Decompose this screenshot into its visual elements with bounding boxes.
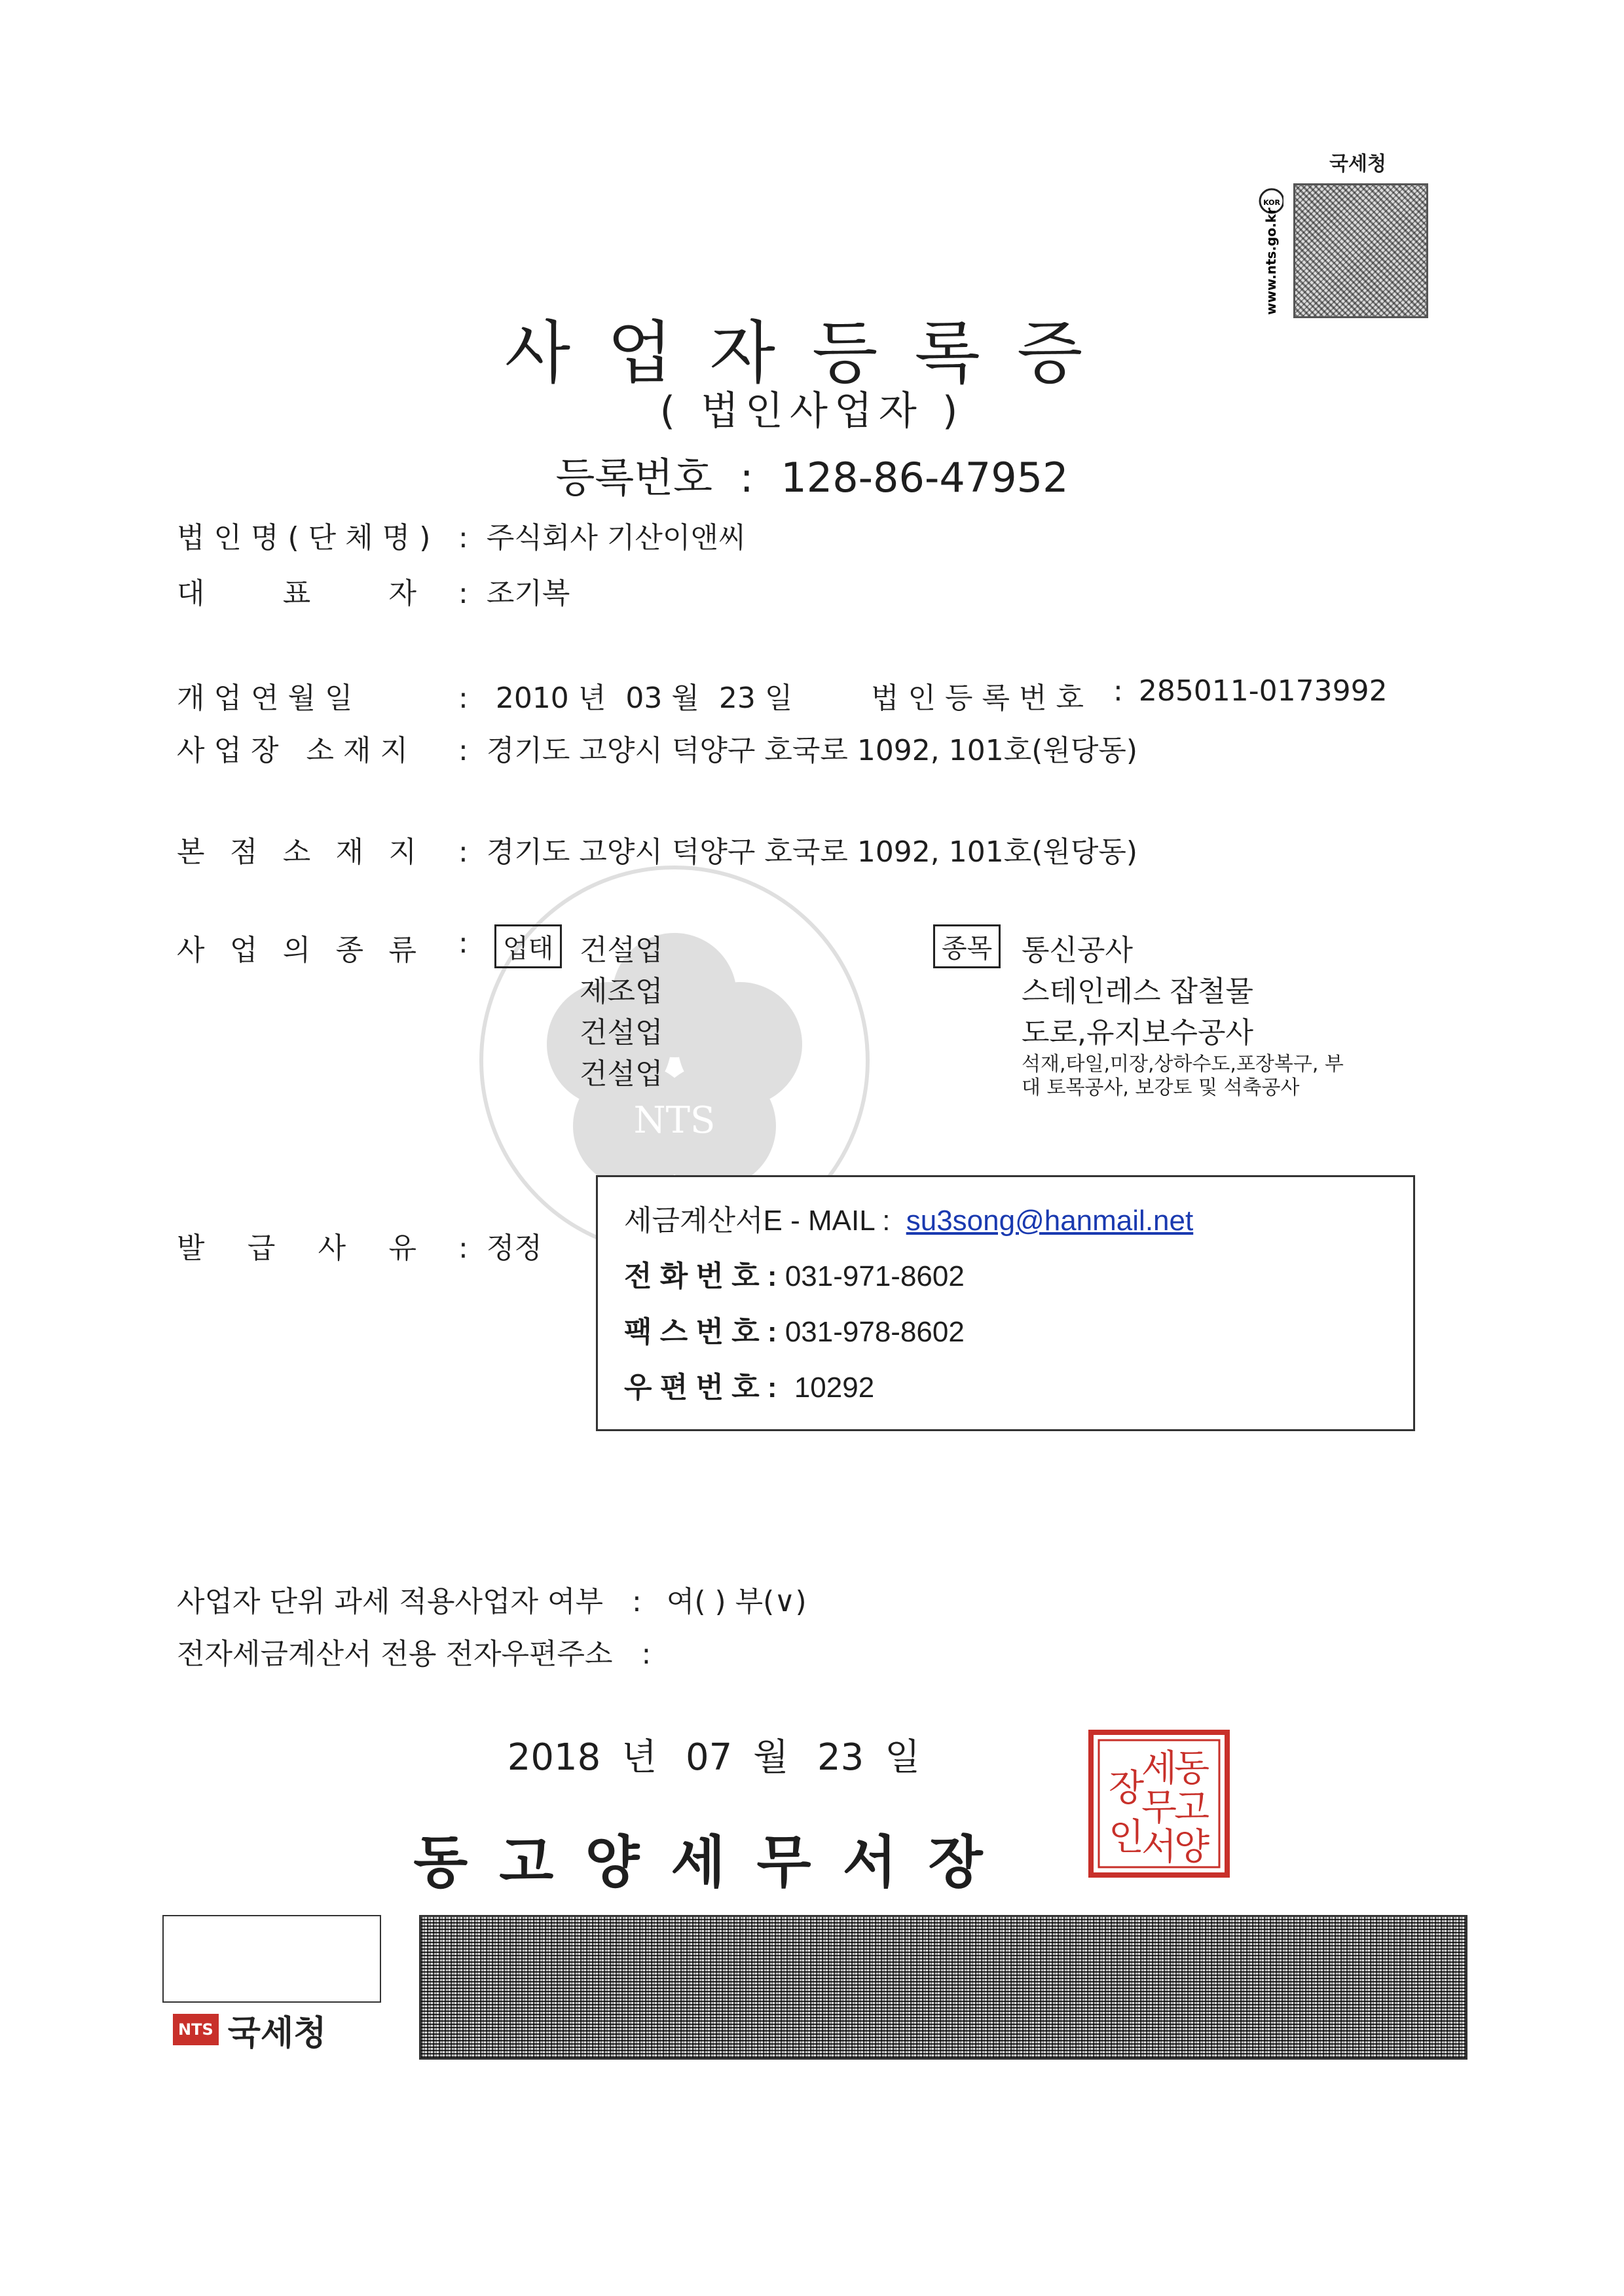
item-2: 스테인레스 잡철물 <box>1022 975 1254 1008</box>
phone-value: 031-971-8602 <box>784 1260 965 1292</box>
unit-tax-label: 사업자 단위 과세 적용사업자 여부 <box>177 1585 603 1618</box>
representative-label: 대 표 자 <box>177 577 426 610</box>
svg-text:서: 서 <box>1141 1826 1177 1868</box>
postal-value: 10292 <box>794 1372 875 1404</box>
nts-footer-logo <box>173 2003 326 2056</box>
svg-text:인: 인 <box>1108 1816 1145 1859</box>
svg-text:동: 동 <box>1173 1747 1210 1790</box>
qr-agency-label: 국세청 <box>1329 153 1386 175</box>
category-3: 건설업 <box>580 1016 663 1049</box>
phone-label: 전 화 번 호 : <box>624 1260 777 1292</box>
site-url-text: www.nts.go.kr <box>1263 208 1279 315</box>
item-4: 석재,타일,미장,상하수도,포장복구, 부 <box>1022 1053 1344 1076</box>
kor-badge-text: KOR <box>1263 198 1280 207</box>
head-office-label: 본 점 소 재 지 <box>177 835 426 869</box>
issue-reason-value-group: : 정정 <box>458 1231 542 1265</box>
svg-text:고: 고 <box>1173 1787 1210 1829</box>
corp-name-value: 주식회사 기산이앤씨 <box>486 521 747 555</box>
representative-value-group: : 조기복 <box>458 577 570 610</box>
qr-verification-block <box>1257 147 1428 318</box>
corp-reg-no-label: 법인등록번호 <box>871 682 1094 715</box>
issue-reason-value: 정정 <box>486 1231 542 1265</box>
tax-office-name: 동고양세무서장 <box>413 1830 1014 1895</box>
e-invoice-label: 전자세금계산서 전용 전자우편주소 <box>177 1637 613 1671</box>
blank-signature-box <box>162 1915 381 2003</box>
email-row <box>624 1197 1193 1239</box>
phone-row <box>624 1252 965 1294</box>
business-address-value-group: : 경기도 고양시 덕양구 호국로 1092, 101호(원당동) <box>458 734 1138 767</box>
e-invoice-row: 전자세금계산서 전용 전자우편주소 : <box>177 1637 652 1671</box>
opening-date-value: : 2010 년 03 월 23 일 <box>458 682 793 715</box>
watermark-text: NTS <box>633 1099 716 1142</box>
fax-label: 팩 스 번 호 : <box>624 1316 777 1348</box>
corp-reg-no-value: 285011-0173992 <box>1138 674 1388 708</box>
issue-reason-label: 발 급 사 유 <box>177 1231 426 1265</box>
official-seal-icon <box>1087 1728 1231 1879</box>
svg-text:양: 양 <box>1173 1826 1210 1868</box>
category-tag: 업태 <box>494 924 562 968</box>
unit-tax-value: 여( ) 부(∨) <box>666 1585 807 1618</box>
business-address-label: 사업장 소재지 <box>177 734 418 767</box>
category-4: 건설업 <box>580 1057 663 1091</box>
representative-value: 조기복 <box>486 577 570 610</box>
category-2: 제조업 <box>580 975 663 1008</box>
postal-row <box>624 1364 874 1406</box>
corp-reg-no-value-group: : 285011-0173992 <box>1113 674 1388 708</box>
svg-text:무: 무 <box>1141 1787 1177 1829</box>
head-office-value-group: : 경기도 고양시 덕양구 호국로 1092, 101호(원당동) <box>458 835 1138 869</box>
security-barcode-image <box>419 1915 1467 2060</box>
category-1: 건설업 <box>580 934 663 967</box>
email-link[interactable]: su3song@hanmail.net <box>906 1205 1194 1237</box>
svg-text:장: 장 <box>1108 1767 1145 1810</box>
registration-number-line <box>0 445 1624 503</box>
issue-date: 2018 년 07 월 23 일 <box>507 1736 921 1779</box>
corp-name-value-group: : 주식회사 기산이앤씨 <box>458 521 747 555</box>
nts-badge-icon: NTS <box>173 2014 219 2045</box>
corp-name-row <box>177 514 439 556</box>
item-1: 통신공사 <box>1022 934 1134 967</box>
unit-tax-row: 사업자 단위 과세 적용사업자 여부 : 여( ) 부(∨) <box>177 1585 807 1618</box>
registration-number: 128-86-47952 <box>781 454 1069 501</box>
postal-label: 우 편 번 호 : <box>624 1372 777 1404</box>
contact-info-box <box>596 1175 1415 1431</box>
business-type-separator: : <box>458 926 468 960</box>
registration-label: 등록번호 <box>555 454 713 501</box>
email-label: 세금계산서E - MAIL : <box>624 1205 891 1237</box>
business-address-value: 경기도 고양시 덕양구 호국로 1092, 101호(원당동) <box>486 734 1138 767</box>
item-3: 도로,유지보수공사 <box>1022 1016 1254 1049</box>
document-title: 사업자등록증 <box>504 313 1120 393</box>
fax-value: 031-978-8602 <box>784 1316 965 1348</box>
business-type-label: 사 업 의 종 류 <box>177 934 426 967</box>
fax-row <box>624 1308 965 1350</box>
document-subtitle: ( 법인사업자 ) <box>659 388 965 434</box>
item-tag: 종목 <box>933 924 1001 968</box>
head-office-value: 경기도 고양시 덕양구 호국로 1092, 101호(원당동) <box>486 835 1138 869</box>
item-5: 대 토목공사, 보강토 및 석축공사 <box>1022 1076 1300 1099</box>
registration-separator: : <box>739 454 754 501</box>
footer-agency-name: 국세청 <box>227 2013 327 2053</box>
svg-text:세: 세 <box>1141 1747 1177 1790</box>
corp-name-label: 법인명(단체명) <box>177 521 440 555</box>
opening-date-label: 개업연월일 <box>177 682 362 715</box>
